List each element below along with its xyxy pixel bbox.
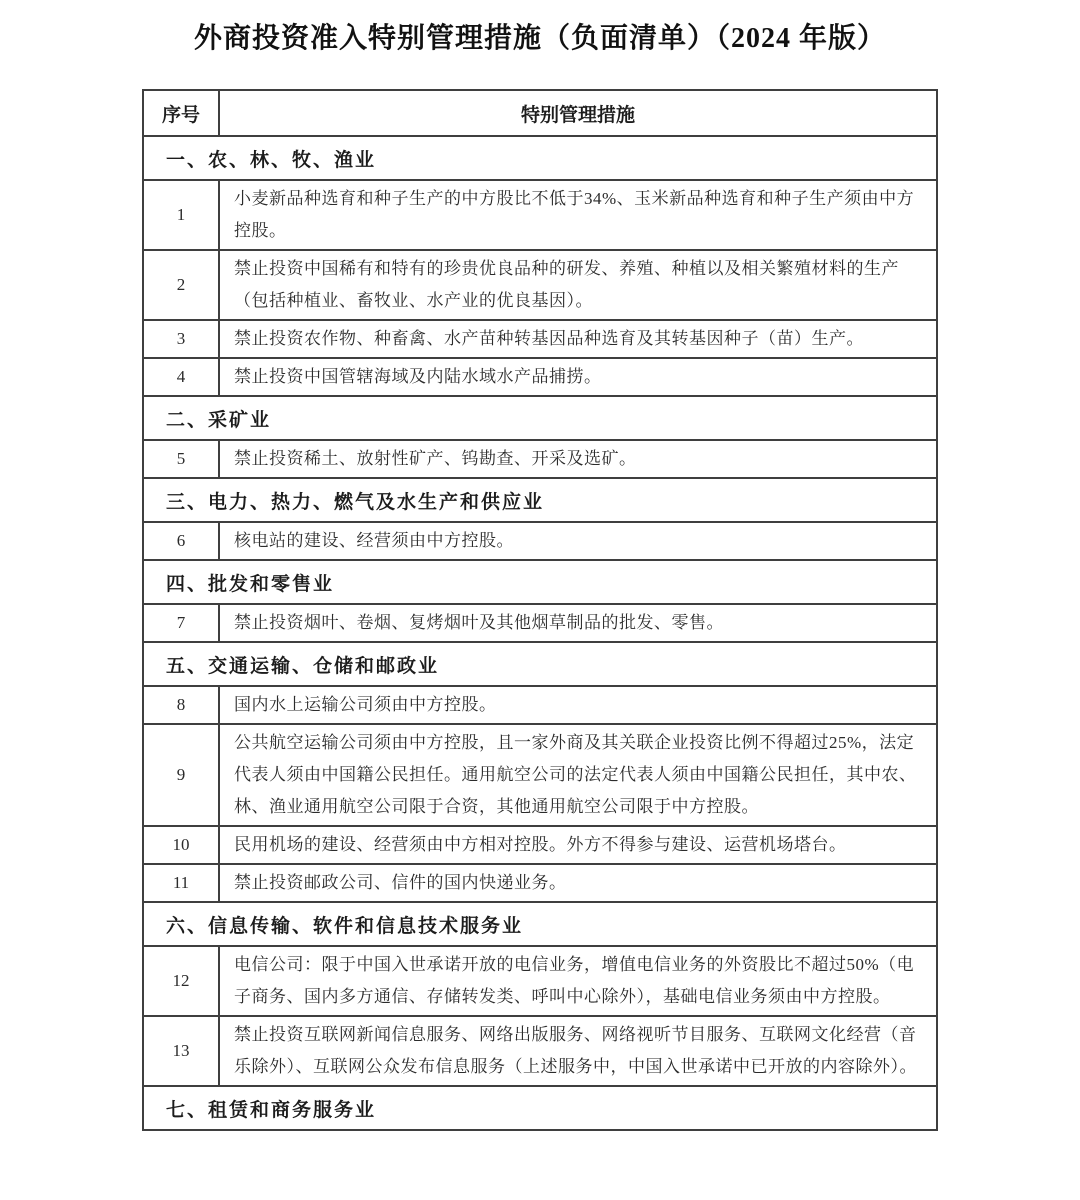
section-row xyxy=(143,478,937,522)
column-header-number: 序号 xyxy=(143,90,219,136)
row-number: 4 xyxy=(143,358,219,396)
row-text: 民用机场的建设、经营须由中方相对控股。外方不得参与建设、运营机场塔台。 xyxy=(219,826,937,864)
section-label: 五、交通运输、仓储和邮政业 xyxy=(143,642,937,686)
row-number: 2 xyxy=(143,250,219,320)
row-number: 3 xyxy=(143,320,219,358)
row-number: 13 xyxy=(143,1016,219,1086)
section-label: 七、租赁和商务服务业 xyxy=(143,1086,937,1130)
section-label: 二、采矿业 xyxy=(143,396,937,440)
table-row xyxy=(143,826,937,864)
column-header-measures: 特别管理措施 xyxy=(219,90,937,136)
section-row xyxy=(143,136,937,180)
table-row xyxy=(143,440,937,478)
table-row xyxy=(143,724,937,826)
row-text: 禁止投资邮政公司、信件的国内快递业务。 xyxy=(219,864,937,902)
row-number: 8 xyxy=(143,686,219,724)
row-number: 12 xyxy=(143,946,219,1016)
row-text: 禁止投资中国管辖海域及内陆水域水产品捕捞。 xyxy=(219,358,937,396)
section-label: 三、电力、热力、燃气及水生产和供应业 xyxy=(143,478,937,522)
table-header-row xyxy=(143,90,937,136)
row-number: 11 xyxy=(143,864,219,902)
row-number: 9 xyxy=(143,724,219,826)
row-text: 国内水上运输公司须由中方控股。 xyxy=(219,686,937,724)
row-text: 禁止投资中国稀有和特有的珍贵优良品种的研发、养殖、种植以及相关繁殖材料的生产（包括种植业、畜牧业、水产业的优良基因）。 xyxy=(219,250,937,320)
table-row xyxy=(143,358,937,396)
table-row xyxy=(143,864,937,902)
section-row xyxy=(143,642,937,686)
section-row xyxy=(143,1086,937,1130)
section-label: 一、农、林、牧、渔业 xyxy=(143,136,937,180)
table-row xyxy=(143,320,937,358)
row-number: 7 xyxy=(143,604,219,642)
negative-list-table xyxy=(142,89,938,1131)
section-row xyxy=(143,396,937,440)
section-row xyxy=(143,560,937,604)
section-row xyxy=(143,902,937,946)
section-label: 六、信息传输、软件和信息技术服务业 xyxy=(143,902,937,946)
row-number: 5 xyxy=(143,440,219,478)
row-text: 禁止投资烟叶、卷烟、复烤烟叶及其他烟草制品的批发、零售。 xyxy=(219,604,937,642)
table-row xyxy=(143,250,937,320)
row-text: 小麦新品种选育和种子生产的中方股比不低于34%、玉米新品种选育和种子生产须由中方控股。 xyxy=(219,180,937,250)
row-text: 禁止投资稀土、放射性矿产、钨勘查、开采及选矿。 xyxy=(219,440,937,478)
row-number: 6 xyxy=(143,522,219,560)
row-text: 禁止投资互联网新闻信息服务、网络出版服务、网络视听节目服务、互联网文化经营（音乐除外）、互联网公众发布信息服务（上述服务中，中国入世承诺中已开放的内容除外）。 xyxy=(219,1016,937,1086)
section-label: 四、批发和零售业 xyxy=(143,560,937,604)
table-row xyxy=(143,180,937,250)
row-text: 电信公司：限于中国入世承诺开放的电信业务，增值电信业务的外资股比不超过50%（电子商务、国内多方通信、存储转发类、呼叫中心除外），基础电信业务须由中方控股。 xyxy=(219,946,937,1016)
measures-table-body xyxy=(143,136,937,1130)
table-row xyxy=(143,946,937,1016)
row-number: 1 xyxy=(143,180,219,250)
row-text: 禁止投资农作物、种畜禽、水产苗种转基因品种选育及其转基因种子（苗）生产。 xyxy=(219,320,937,358)
table-row xyxy=(143,604,937,642)
table-row xyxy=(143,1016,937,1086)
row-text: 公共航空运输公司须由中方控股，且一家外商及其关联企业投资比例不得超过25%，法定代表人须由中国籍公民担任。通用航空公司的法定代表人须由中国籍公民担任，其中农、林、渔业通用航空公司限于合资，其他通用航空公司限于中方控股。 xyxy=(219,724,937,826)
row-text: 核电站的建设、经营须由中方控股。 xyxy=(219,522,937,560)
row-number: 10 xyxy=(143,826,219,864)
table-row xyxy=(143,686,937,724)
page-title: 外商投资准入特别管理措施（负面清单）（2024 年版） xyxy=(193,23,886,54)
table-row xyxy=(143,522,937,560)
